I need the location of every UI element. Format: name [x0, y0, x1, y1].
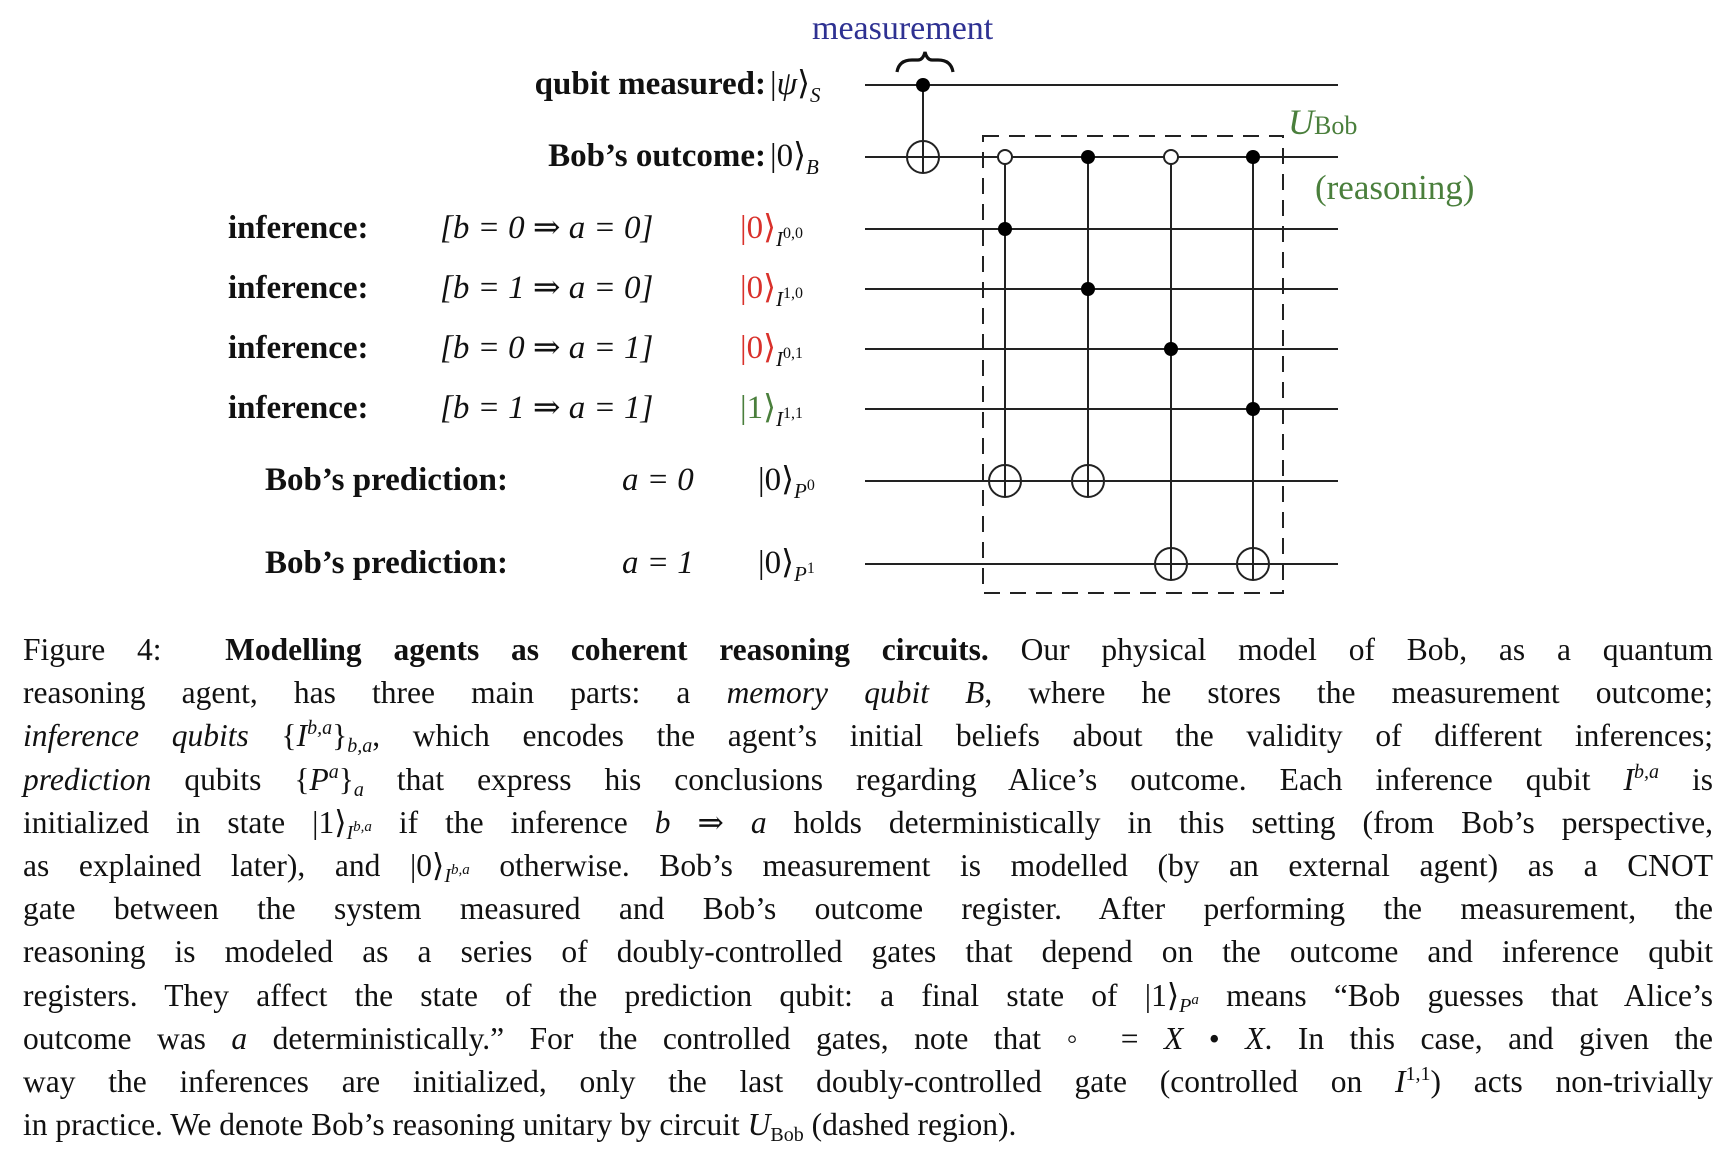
ket-value: ψ: [776, 66, 798, 102]
caption-text: . In this case, and given the: [1264, 1020, 1713, 1056]
caption-text: otherwise. Bob’s measurement is modelled (by an external agent) as a CNOT: [469, 847, 1713, 883]
caption-line-3: [23, 714, 1713, 757]
ket-I10: $|0⟩_{I^{1,0}}$: [740, 270, 803, 311]
caption-text: outcome was: [23, 1020, 232, 1056]
caption-line-5: [23, 801, 1713, 844]
prediction-condition: a = 1: [622, 545, 694, 581]
caption-math: X: [1245, 1020, 1265, 1056]
caption-math: P: [309, 761, 329, 797]
caption-line-6: [23, 844, 1713, 887]
caption-text: if the inference: [371, 804, 655, 840]
ccnot-gate-2: [1072, 150, 1104, 497]
caption-text: qubits {: [151, 761, 310, 797]
ubob-dashed-region: [983, 136, 1283, 593]
caption-math: b,a: [353, 818, 372, 835]
ccnot-gate-4: [1237, 150, 1269, 580]
control-dot-filled-icon: [1246, 402, 1260, 416]
caption-math: b,a: [1633, 760, 1659, 783]
ket-subscript: B: [805, 155, 819, 179]
wires: [865, 85, 1338, 564]
ket-superscript: 0: [806, 477, 815, 494]
caption-math: I: [296, 718, 308, 754]
caption-text: }: [338, 761, 354, 797]
ket-superscript: 0,0: [782, 225, 803, 242]
ket-subscript: S: [809, 83, 821, 107]
control-dot-filled-icon: [916, 78, 930, 92]
wire-label-text: inference:: [228, 270, 369, 306]
caption-line-9: [23, 974, 1713, 1017]
caption-text: gate between the system measured and Bob’s outcome register. After performing the measurement, the: [23, 891, 1713, 927]
caption-text: reasoning agent, has three main parts: a: [23, 675, 727, 711]
ket-subscript: I: [775, 227, 783, 251]
ubob-label-sub: Bob: [1314, 111, 1358, 140]
ccnot-gate-3: [1155, 150, 1187, 580]
control-dot-open-icon: [998, 150, 1012, 164]
caption-line-4: [23, 758, 1713, 801]
inference-condition: [b = 0 ⇒ a = 1]: [440, 330, 654, 366]
ket-P1: $|0⟩_{P^1}$: [758, 545, 815, 586]
caption-text: means “Bob guesses that Alice’s: [1198, 977, 1713, 1013]
wire-label-text: Bob’s prediction:: [265, 462, 508, 498]
caption-text: initialized in state |1⟩: [23, 804, 347, 840]
caption-emphasis: memory qubit B: [726, 675, 985, 711]
ket-superscript: 1: [806, 560, 815, 577]
wire-label-S: [535, 68, 766, 101]
ket-P0: $|0⟩_{P^0}$: [758, 462, 815, 503]
control-dot-filled-icon: [998, 222, 1012, 236]
ket-value: 0: [746, 210, 764, 246]
caption-text: •: [1183, 1020, 1246, 1056]
wire-label-text: inference:: [228, 330, 369, 366]
ubob-label: [1288, 104, 1357, 140]
caption-math: X: [1164, 1020, 1184, 1056]
caption-math: b,a: [307, 717, 333, 740]
caption-math: b,a: [450, 861, 470, 878]
caption-math: Bob: [770, 1124, 804, 1147]
wire-label-I00: [228, 212, 369, 245]
caption-line-2: [23, 671, 1713, 714]
caption-text: ⇒: [670, 804, 751, 840]
caption-math: U: [747, 1107, 771, 1143]
control-dot-filled-icon: [1164, 342, 1178, 356]
caption-math: a: [353, 778, 364, 801]
caption-text: holds deterministically in this setting (from Bob’s perspective,: [766, 804, 1713, 840]
caption-line-12: [23, 1103, 1713, 1146]
caption-text: {: [248, 718, 297, 754]
caption-text: , where he stores the measurement outcome;: [984, 675, 1713, 711]
wire-label-P1: [265, 547, 508, 580]
ket-value: 0: [746, 330, 764, 366]
caption-math: I: [346, 821, 354, 844]
caption-math: P: [1179, 994, 1192, 1017]
reasoning-label: (reasoning): [1315, 168, 1475, 207]
measurement-annotation: measurement: [812, 10, 994, 47]
wire-label-I10: [228, 272, 369, 305]
caption-math: I: [1395, 1063, 1406, 1099]
wire-label-I11: [228, 392, 369, 425]
ket-value: 0: [746, 270, 764, 306]
wire-label-B: [548, 140, 766, 173]
figure-caption: [23, 628, 1713, 1146]
ket-superscript: 0,1: [782, 345, 803, 362]
figure-number: Figure 4:: [23, 632, 162, 667]
caption-text: registers. They affect the state of the prediction qubit: a final state of |1⟩: [23, 977, 1180, 1013]
caption-line-10: [23, 1017, 1713, 1060]
wire-label-text: inference:: [228, 390, 369, 426]
caption-text: that express his conclusions regarding Alice’s outcome. Each inference qubit: [363, 761, 1624, 797]
wire-label-text: Bob’s outcome:: [548, 138, 766, 174]
control-dot-filled-icon: [1246, 150, 1260, 164]
ubob-label-U: U: [1288, 102, 1314, 142]
measurement-brace-icon: [897, 52, 953, 72]
ket-I00: $|0⟩_{I^{0,0}}$: [740, 210, 803, 251]
caption-text: reasoning is modeled as a series of doubly-controlled gates that depend on the outcome and inference qubit: [23, 934, 1713, 970]
caption-text: is: [1658, 761, 1713, 797]
ket-subscript: P: [793, 479, 807, 503]
ket-subscript: I: [775, 347, 783, 371]
caption-math: 1,1: [1405, 1062, 1431, 1085]
caption-math: I: [444, 864, 451, 887]
ket-I01: $|0⟩_{I^{0,1}}$: [740, 330, 803, 371]
caption-emphasis: inference qubits: [23, 718, 249, 754]
caption-text: deterministically.” For the controlled gates, note that ◦ =: [247, 1020, 1164, 1056]
caption-math: b: [654, 804, 671, 840]
caption-math: a: [750, 804, 767, 840]
ket-value: 0: [776, 138, 794, 174]
ket-subscript: I: [775, 287, 783, 311]
ket-value: 1: [746, 390, 764, 426]
ket-subscript: P: [793, 562, 807, 586]
caption-text: ) acts non-trivially: [1430, 1063, 1713, 1099]
wire-label-P0: [265, 464, 508, 497]
caption-math: a: [231, 1020, 248, 1056]
wire-label-text: inference:: [228, 210, 369, 246]
caption-text: as explained later), and |0⟩: [23, 847, 445, 883]
ket-value: 0: [764, 462, 782, 498]
caption-text: way the inferences are initialized, only the last doubly-controlled gate (controlled on: [23, 1063, 1396, 1099]
control-dot-filled-icon: [1081, 150, 1095, 164]
ccnot-gate-1: [989, 150, 1021, 497]
caption-math: a: [1191, 991, 1199, 1008]
caption-math: a: [328, 760, 339, 783]
ket-S: $|\psi⟩_S$: [770, 66, 821, 107]
wire-label-I01: [228, 332, 369, 365]
caption-emphasis: prediction: [23, 761, 152, 797]
wire-label-text: qubit measured:: [534, 66, 766, 102]
inference-condition: [b = 1 ⇒ a = 0]: [440, 270, 654, 306]
ket-value: 0: [764, 545, 782, 581]
control-dot-open-icon: [1164, 150, 1178, 164]
caption-line-8: [23, 930, 1713, 973]
caption-math: I: [1623, 761, 1634, 797]
inference-condition: [b = 1 ⇒ a = 1]: [440, 390, 654, 426]
ket-subscript: I: [775, 407, 783, 431]
caption-text: in practice. We denote Bob’s reasoning unitary by circuit: [23, 1107, 748, 1143]
caption-line-11: [23, 1060, 1713, 1103]
ket-I11: $|1⟩_{I^{1,1}}$: [740, 390, 803, 431]
caption-text: , which encodes the agent’s initial beliefs about the validity of different inferences;: [372, 718, 1714, 754]
control-dot-filled-icon: [1081, 282, 1095, 296]
caption-math: b,a: [347, 735, 373, 758]
caption-line-7: [23, 887, 1713, 930]
ket-B: $|0⟩_B$: [770, 138, 819, 179]
caption-text: Our physical model of Bob, as a quantum: [1020, 632, 1713, 667]
inference-condition: [b = 0 ⇒ a = 0]: [440, 210, 654, 246]
ket-superscript: 1,1: [782, 405, 803, 422]
caption-text: (dashed region).: [803, 1107, 1017, 1143]
caption-title: Modelling agents as coherent reasoning circuits.: [225, 632, 989, 667]
caption-line-1: [23, 628, 1713, 671]
cnot-measurement-gate: [907, 78, 939, 173]
ket-superscript: 1,0: [782, 285, 803, 302]
prediction-condition: a = 0: [622, 462, 694, 498]
wire-label-text: Bob’s prediction:: [265, 545, 508, 581]
caption-text: }: [332, 718, 348, 754]
